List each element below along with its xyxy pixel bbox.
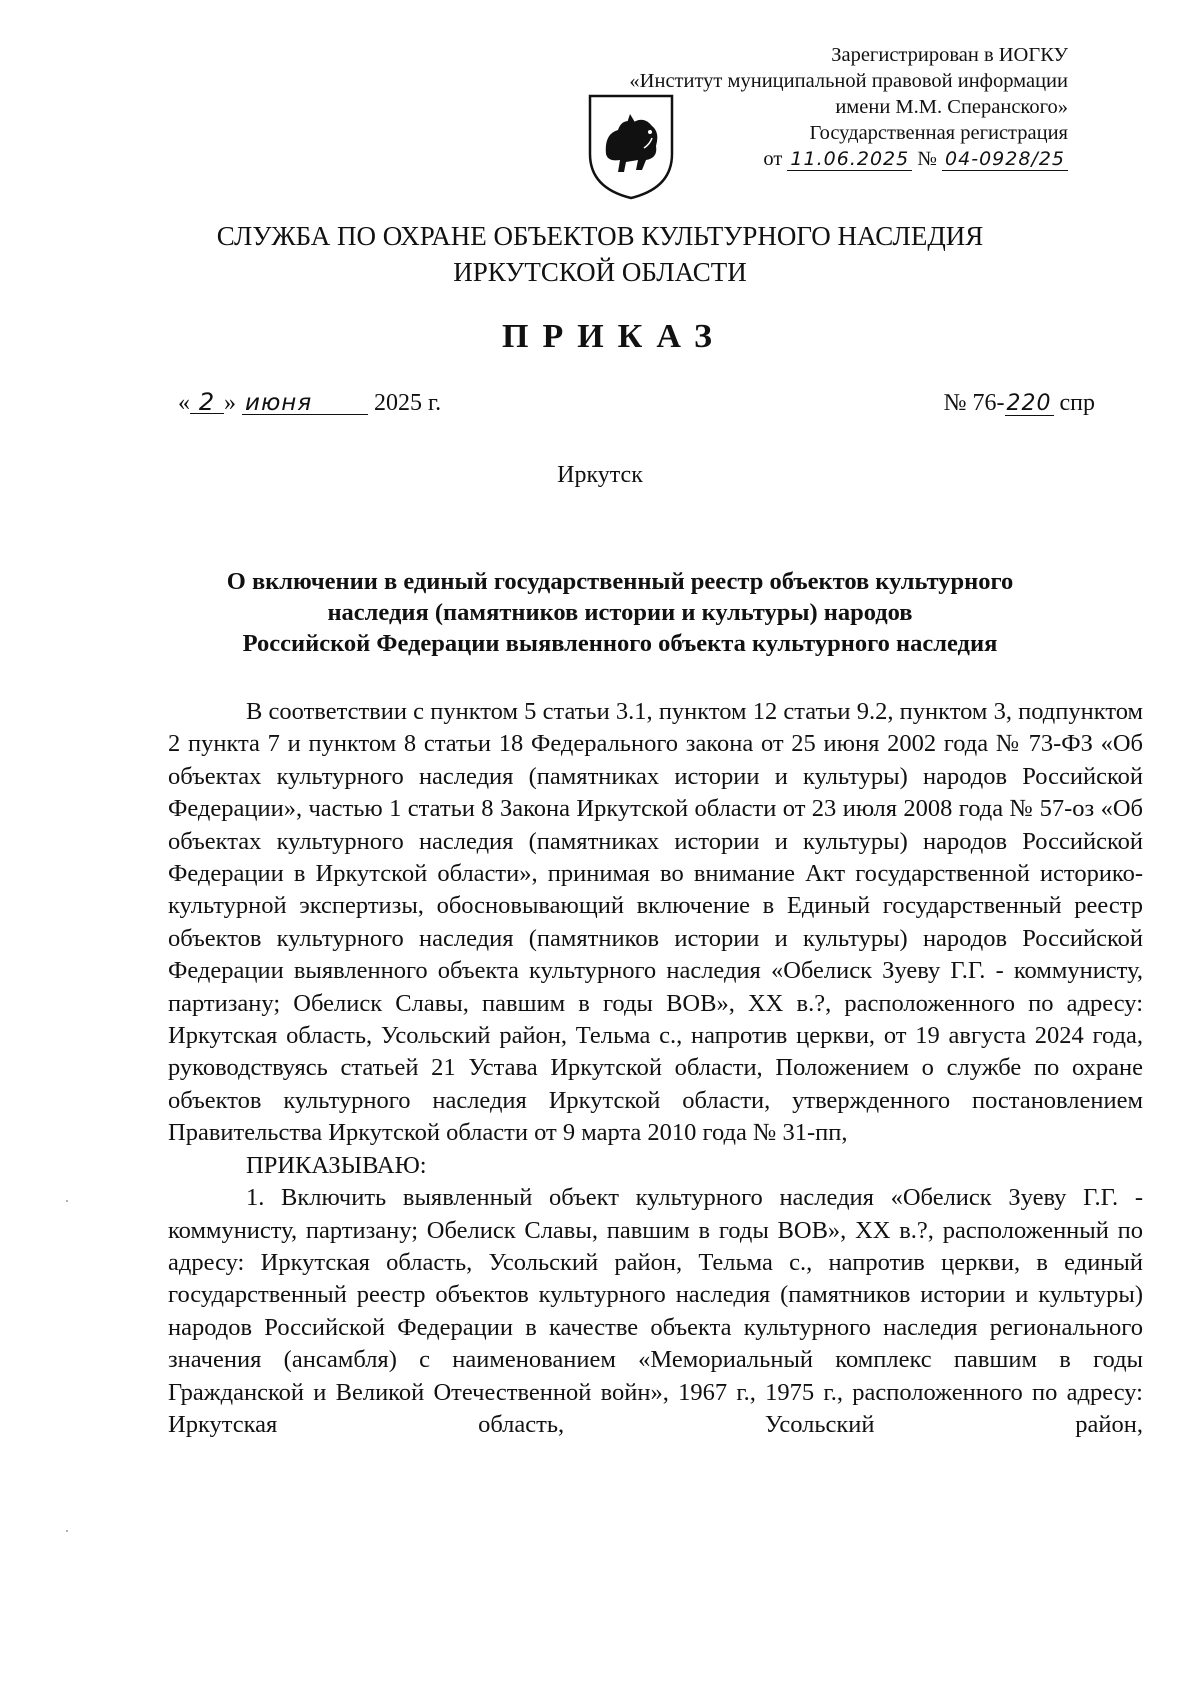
date-open-quote: « <box>178 390 190 416</box>
registration-number-label: № <box>917 148 937 170</box>
date-year: 2025 г. <box>374 390 442 416</box>
document-body <box>168 696 1143 1441</box>
order-word: ПРИКАЗЫВАЮ: <box>246 1151 427 1179</box>
organization-line-2: ИРКУТСКОЙ ОБЛАСТИ <box>453 257 747 287</box>
date-month: июня <box>242 392 368 415</box>
registration-date: 11.06.2025 <box>787 148 912 171</box>
registration-line-1: Зарегистрирован в ИОГКУ <box>831 44 1068 66</box>
registration-number: 04-0928/25 <box>942 148 1068 171</box>
order-number <box>944 390 1095 417</box>
organization-line-1: СЛУЖБА ПО ОХРАНЕ ОБЪЕКТОВ КУЛЬТУРНОГО НАСЛЕДИЯ <box>216 221 984 251</box>
item-1-paragraph: 1. Включить выявленный объект культурного наследия «Обелиск Зуеву Г.Г. - коммунисту, партизану; Обелиск Славы, павшим в годы ВОВ», XX в.?, расположенный по адресу: Иркутская область, Усольский район, Тельма с., напротив церкви, в единый государственный реестр объектов культурного наследия (памятников истории и культуры) народов Российской Федерации в качестве объекта культурного наследия регионального значения (ансамбля) с наименованием «Мемориальный комплекс павшим в годы Гражданской и Великой Отечественной войн», 1967 г., 1975 г., расположенного по адресу: Иркутская область, Усольский район, <box>168 1184 1143 1438</box>
order-number-handwritten: 220 <box>1006 391 1052 416</box>
document-heading <box>120 566 1120 659</box>
city: Иркутск <box>557 462 643 488</box>
heading-line-1: О включении в единый государственный реестр объектов культурного <box>226 568 1014 595</box>
registration-from-label: от <box>763 148 783 170</box>
heading-line-3: Российской Федерации выявленного объекта культурного наследия <box>242 630 998 657</box>
order-number-suffix: спр <box>1059 390 1095 416</box>
scan-speck <box>66 1530 68 1532</box>
heading-line-2: наследия (памятников истории и культуры) народов <box>327 599 913 626</box>
registration-line-4: Государственная регистрация <box>809 122 1068 144</box>
order-date <box>178 390 441 417</box>
irkutsk-coat-of-arms-icon <box>586 92 676 202</box>
organization-name <box>0 218 1200 290</box>
date-day: 2 <box>190 391 224 414</box>
document-type-title: ПРИКАЗ <box>502 318 726 355</box>
registration-line-3: имени М.М. Сперанского» <box>835 96 1068 118</box>
scan-speck <box>66 1200 68 1202</box>
preamble-paragraph: В соответствии с пунктом 5 статьи 3.1, пунктом 12 статьи 9.2, пунктом 3, подпунктом 2 пункта 7 и пунктом 8 статьи 18 Федерального закона от 25 июня 2002 года № 73-ФЗ «Об объектах культурного наследия (памятниках истории и культуры) народов Российской Федерации», частью 1 статьи 8 Закона Иркутской области от 23 июля 2008 года № 57-оз «Об объектах культурного наследия (памятниках истории и культуры) народов Российской Федерации в Иркутской области», принимая во внимание Акт государственной историко-культурной экспертизы, обосновывающий включение в Единый государственный реестр объектов культурного наследия (памятников истории и культуры) народов Российской Федерации выявленного объекта культурного наследия «Обелиск Зуеву Г.Г. - коммунисту, партизану; Обелиск Славы, павшим в годы ВОВ», XX в.?, расположенного по адресу: Иркутская область, Усольский район, Тельма с., напротив церкви, от 19 августа 2024 года, руководствуясь статьей 21 Устава Иркутской области, Положением о службе по охране объектов культурного наследия Иркутской области, утвержденного постановлением Правительства Иркутской области от 9 марта 2010 года № 31-пп, <box>168 698 1143 1147</box>
order-number-prefix: № 76- <box>943 390 1005 416</box>
date-close-quote: » <box>224 390 236 416</box>
registration-line-2: «Институт муниципальной правовой информации <box>629 70 1068 92</box>
